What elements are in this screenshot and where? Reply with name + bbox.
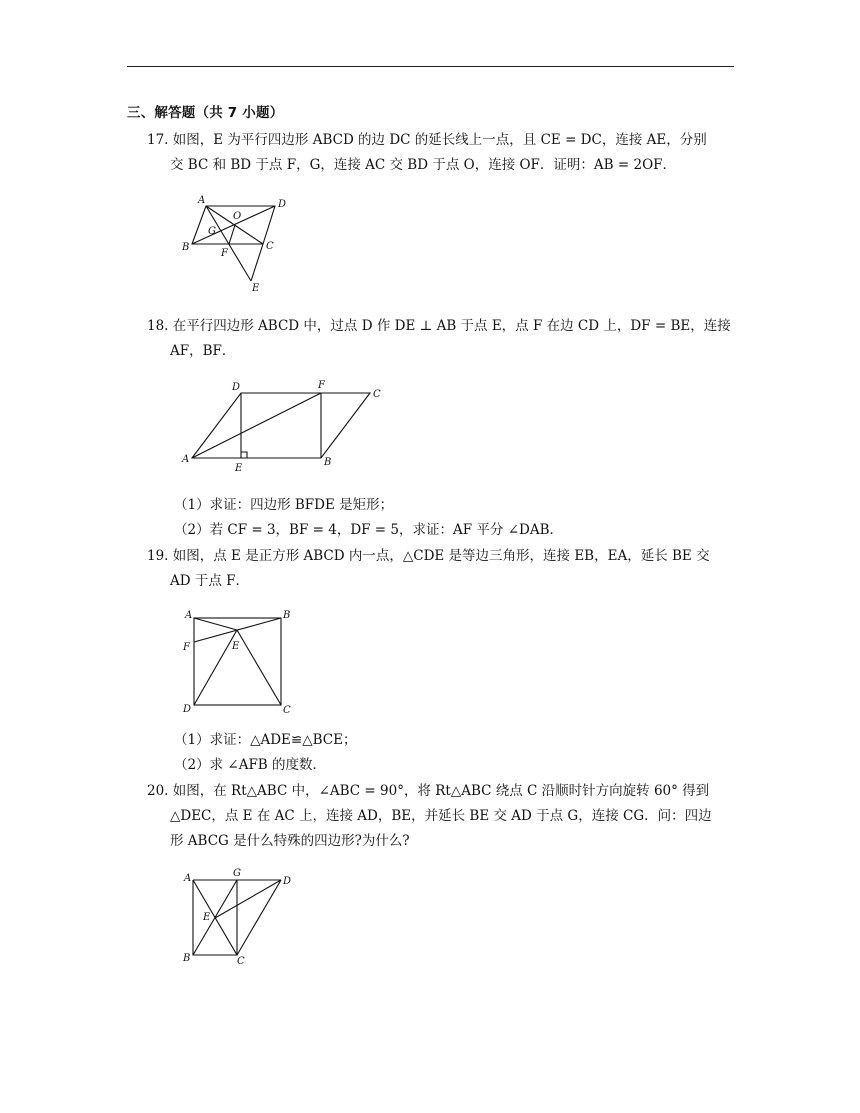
figure-17 <box>178 192 288 297</box>
figure-19 <box>180 606 295 721</box>
segment-de <box>215 880 281 918</box>
figure-18 <box>180 380 390 475</box>
label-a: A <box>198 195 206 206</box>
label-a: A <box>185 610 193 621</box>
segment-af <box>192 393 321 458</box>
figure-20 <box>180 866 300 968</box>
label-f: F <box>318 380 325 391</box>
parallelogram-abcd <box>192 393 370 458</box>
problem-18-line-1: 18. 在平行四边形 ABCD 中，过点 D 作 DE ⊥ AB 于点 E，点 F 在边 CD 上，DF = BE，连接 <box>147 318 731 334</box>
problem-19-line-2: AD 于点 F． <box>170 573 250 589</box>
label-f: F <box>183 642 190 653</box>
problem-19-line-1: 19. 如图，点 E 是正方形 ABCD 内一点，△CDE 是等边三角形，连接 EB，EA，延长 BE 交 <box>147 548 710 564</box>
label-b: B <box>182 242 190 253</box>
label-a: A <box>182 454 190 465</box>
segment-ea <box>194 618 237 630</box>
section-title: 三、解答题（共 7 小题） <box>127 105 284 121</box>
label-b: B <box>324 457 332 468</box>
problem-20-line-2: △DEC，点 E 在 AC 上，连接 AD，BE，并延长 BE 交 AD 于点 G，连接 CG．问：四边 <box>170 808 712 824</box>
label-c: C <box>373 389 381 400</box>
problem-17-line-1: 17. 如图，E 为平行四边形 ABCD 的边 DC 的延长线上一点，且 CE = DC，连接 AE，分别 <box>147 132 707 148</box>
problem-17-line-2: 交 BC 和 BD 于点 F，G，连接 AC 交 BD 于点 O，连接 OF．证明：AB = 2OF． <box>170 157 677 173</box>
label-b: B <box>183 953 191 964</box>
segment-ce <box>237 630 281 705</box>
label-e: E <box>203 912 211 923</box>
label-c: C <box>237 956 245 967</box>
segment-ce <box>251 244 263 281</box>
label-c: C <box>266 241 274 252</box>
label-d: D <box>232 382 241 393</box>
label-g: G <box>208 226 216 237</box>
problem-19-part-2: （2）求 ∠AFB 的度数． <box>174 757 327 773</box>
label-e: E <box>252 283 260 294</box>
header-rule <box>127 66 734 67</box>
label-a: A <box>184 873 192 884</box>
label-c: C <box>283 705 291 716</box>
label-e: E <box>232 641 240 652</box>
problem-18-part-1: （1）求证：四边形 BFDE 是矩形； <box>174 497 394 513</box>
label-d: D <box>278 199 287 210</box>
segment-cd <box>237 880 281 955</box>
label-b: B <box>283 610 291 621</box>
segment-de <box>194 630 237 705</box>
label-d: D <box>183 704 192 715</box>
label-f: F <box>221 248 228 259</box>
problem-19-part-1: （1）求证：△ADE≌△BCE； <box>174 732 357 748</box>
label-g: G <box>233 868 241 879</box>
segment-of <box>229 225 235 244</box>
label-o: O <box>233 211 242 222</box>
problem-18-line-2: AF，BF． <box>170 343 236 359</box>
problem-20-line-1: 20. 如图，在 Rt△ABC 中，∠ABC = 90°，将 Rt△ABC 绕点 C 沿顺时针方向旋转 60° 得到 <box>147 783 710 799</box>
problem-18-part-2: （2）若 CF = 3，BF = 4，DF = 5，求证：AF 平分 ∠DAB． <box>174 522 564 538</box>
label-d: D <box>283 876 292 887</box>
right-angle-mark <box>241 452 247 458</box>
label-e: E <box>235 463 243 474</box>
problem-20-line-3: 形 ABCG 是什么特殊的四边形?为什么? <box>170 833 410 849</box>
